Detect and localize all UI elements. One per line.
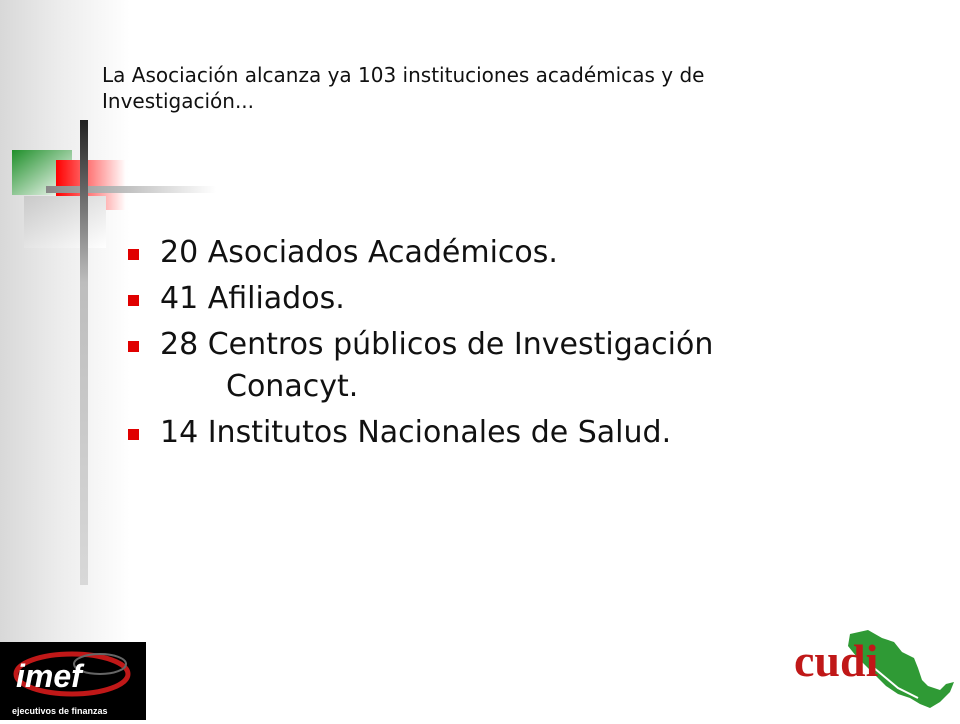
cudi-wordmark: cudi (794, 635, 879, 686)
grey-square (24, 196, 106, 248)
slide-title (102, 62, 862, 114)
imef-tagline: ejecutivos de finanzas (12, 706, 108, 716)
bullet-text: 41 Afiliados. (160, 281, 345, 316)
horizontal-bar (46, 186, 216, 193)
cudi-logo (790, 628, 960, 720)
vertical-bar (80, 120, 88, 585)
slide-title-line-1: La Asociación alcanza ya 103 instituciones académicas y de (102, 63, 705, 87)
bullet-marker (128, 249, 139, 260)
bullet-marker (128, 429, 139, 440)
imef-logo-graphic (0, 642, 146, 720)
bullet-item-affiliates (128, 278, 828, 320)
bullet-list (128, 232, 828, 458)
bullet-text: 14 Institutos Nacionales de Salud. (160, 415, 672, 450)
imef-wordmark: imef (16, 658, 82, 694)
bullet-text-line-1: 28 Centros públicos de Investigación (160, 327, 714, 362)
bullet-text: 20 Asociados Académicos. (160, 235, 558, 270)
bullet-item-public-research-centers (128, 324, 828, 408)
bullet-marker (128, 295, 139, 306)
bullet-item-academic-associates (128, 232, 828, 274)
cudi-logo-graphic (790, 628, 960, 720)
slide-title-line-2: Investigación... (102, 89, 255, 113)
imef-logo (0, 642, 146, 720)
bullet-item-health-institutes (128, 412, 828, 454)
bullet-marker (128, 341, 139, 352)
bullet-text-line-2: Conacyt. (226, 369, 359, 404)
